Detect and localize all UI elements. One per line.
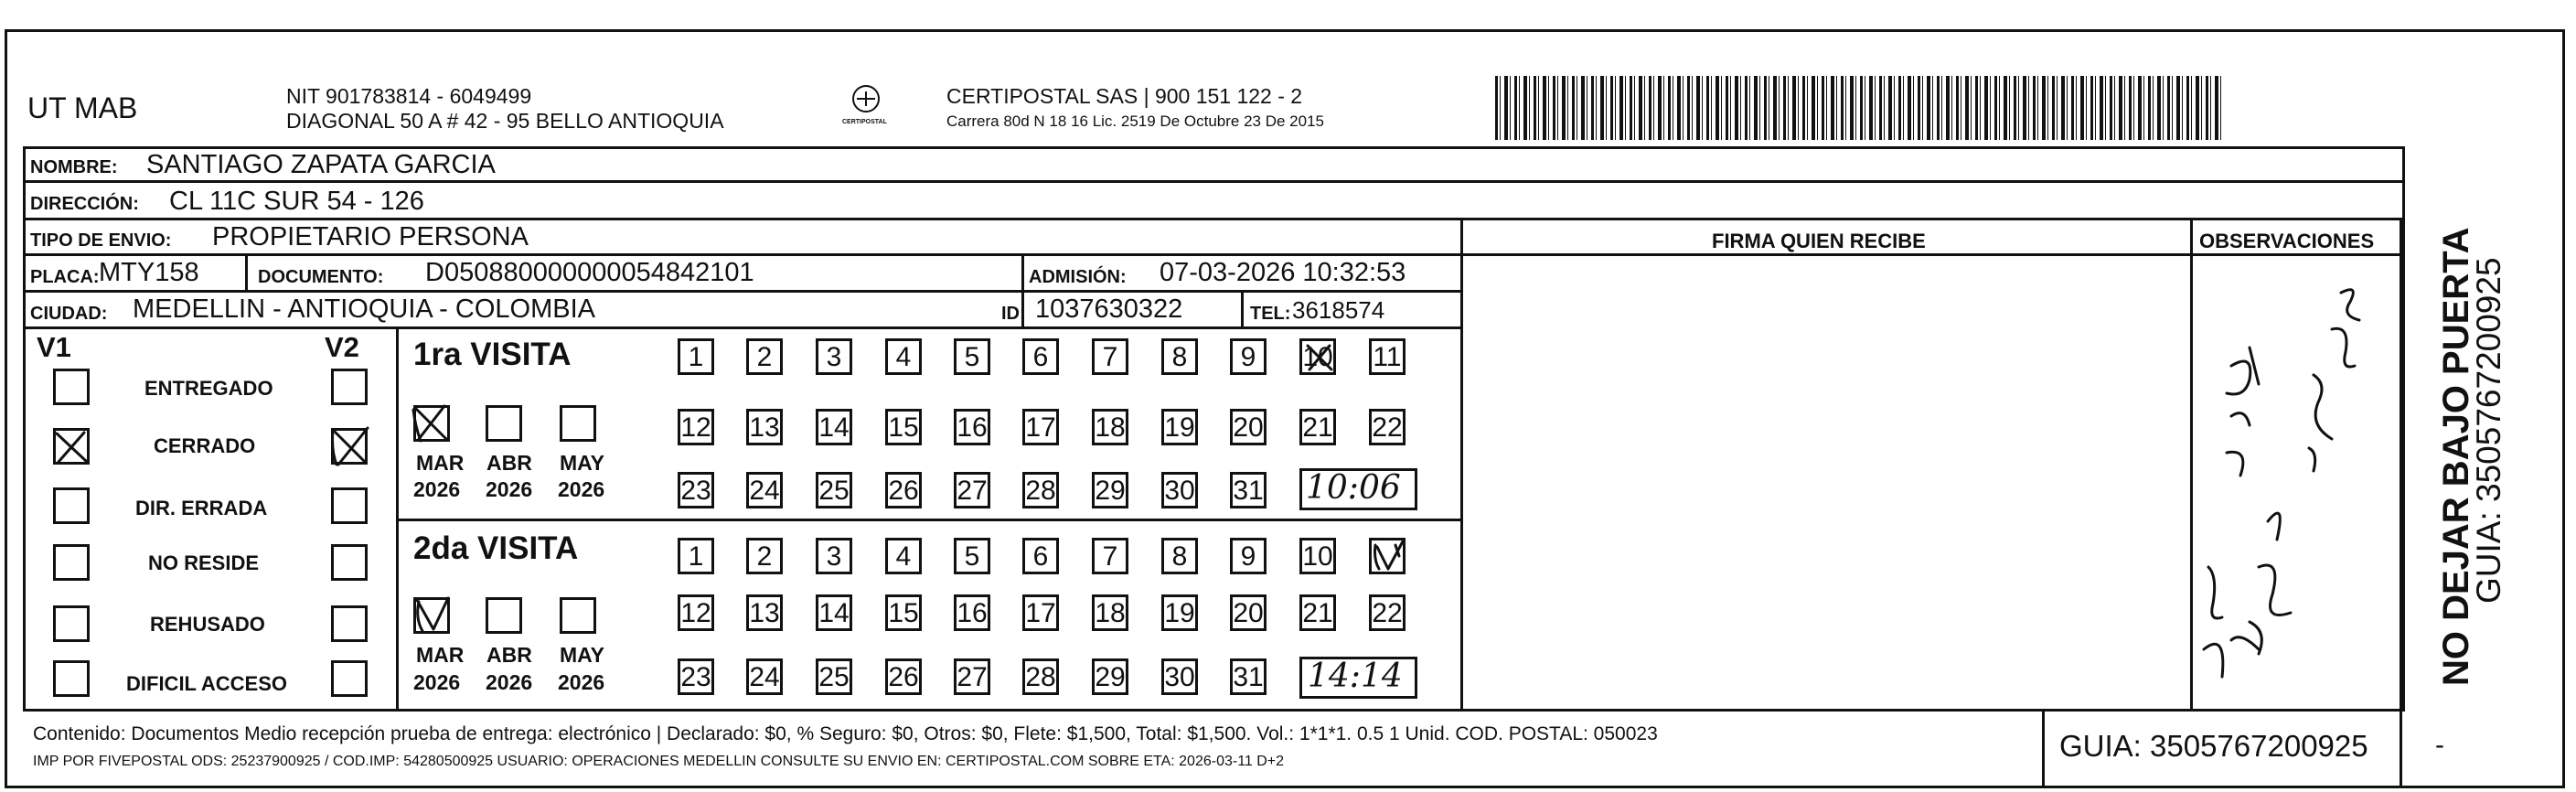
first-visit-month-mar: MAR (416, 451, 465, 475)
second-day-24[interactable]: 24 (746, 658, 783, 695)
company-logo (839, 80, 893, 132)
v2-no-reside-checkbox[interactable] (331, 544, 368, 581)
second-day-11-mark-icon (1372, 538, 1408, 574)
first-visit-year-mar: 2026 (413, 477, 461, 501)
tel-value: 3618574 (1292, 296, 1385, 324)
observaciones-header: OBSERVACIONES (2199, 230, 2375, 252)
logo-text: CERTIPOSTAL (842, 119, 887, 125)
first-day-28[interactable]: 28 (1022, 472, 1059, 508)
second-visit-month-may: MAY (560, 643, 604, 667)
first-visit-month-abr: ABR (486, 451, 532, 475)
second-day-4[interactable]: 4 (885, 538, 922, 574)
second-day-14[interactable]: 14 (816, 594, 852, 631)
v2-cerrado-mark-icon (327, 423, 371, 468)
first-day-24[interactable]: 24 (746, 472, 783, 508)
firma-header: FIRMA QUIEN RECIBE (1712, 230, 1926, 252)
second-day-23[interactable]: 23 (678, 658, 714, 695)
side-warning: NO DEJAR BAJO PUERTA (2436, 227, 2476, 686)
v2-dir-errada-checkbox[interactable] (331, 487, 368, 524)
v2-rehusado-checkbox[interactable] (331, 605, 368, 642)
second-day-18[interactable]: 18 (1092, 594, 1128, 631)
first-visit-may-checkbox[interactable] (560, 405, 596, 442)
footer-imp: IMP POR FIVEPOSTAL ODS: 25237900925 / COD.IMP: 54280500925 USUARIO: OPERACIONES MEDELLIN CONSULTE SU ENVIO EN: CERTIPOSTAL.COM SOBRE ETA: 2026-03-11 D+2 (33, 754, 1285, 769)
second-day-21[interactable]: 21 (1299, 594, 1336, 631)
footer-contenido: Contenido: Documentos Medio recepción prueba de entrega: electrónico | Declarado: $0, % Seguro: $0, Otros: $0, Flete: $1,500, Total: $1,500. Vol.: 1*1*1. 0.5 1 Unid. COD. POSTAL: 050023 (33, 723, 1658, 744)
v1-dir-errada-checkbox[interactable] (53, 487, 90, 524)
first-day-25[interactable]: 25 (816, 472, 852, 508)
second-visit-time: 14:14 (1308, 658, 1403, 695)
second-day-5[interactable]: 5 (954, 538, 990, 574)
tipo-envio-label: TIPO DE ENVIO: (30, 230, 172, 251)
first-day-19[interactable]: 19 (1161, 409, 1198, 445)
second-day-6[interactable]: 6 (1022, 538, 1059, 574)
v2-entregado-checkbox[interactable] (331, 369, 368, 405)
first-visit-year-abr: 2026 (486, 477, 533, 501)
second-day-30[interactable]: 30 (1161, 658, 1198, 695)
first-day-7[interactable]: 7 (1092, 338, 1128, 375)
v1-entregado-checkbox[interactable] (53, 369, 90, 405)
admision-label: ADMISIÓN: (1029, 267, 1127, 287)
second-day-15[interactable]: 15 (885, 594, 922, 631)
placa-label: PLACA: (30, 267, 100, 287)
second-visit-year-abr: 2026 (486, 670, 533, 694)
first-day-22[interactable]: 22 (1369, 409, 1406, 445)
status-rehusado: REHUSADO (150, 613, 265, 636)
status-cerrado: CERRADO (154, 434, 256, 457)
first-day-14[interactable]: 14 (816, 409, 852, 445)
second-day-9[interactable]: 9 (1230, 538, 1267, 574)
status-dir-errada: DIR. ERRADA (135, 497, 268, 519)
first-day-31[interactable]: 31 (1230, 472, 1267, 508)
tipo-envio-value: PROPIETARIO PERSONA (212, 222, 529, 252)
second-day-10[interactable]: 10 (1299, 538, 1336, 574)
id-label: ID: (1001, 304, 1026, 324)
first-day-13[interactable]: 13 (746, 409, 783, 445)
v2-dificil-acceso-checkbox[interactable] (331, 660, 368, 697)
second-visit-abr-checkbox[interactable] (486, 597, 522, 634)
first-day-21[interactable]: 21 (1299, 409, 1336, 445)
second-day-31[interactable]: 31 (1230, 658, 1267, 695)
second-day-19[interactable]: 19 (1161, 594, 1198, 631)
footer-guia: GUIA: 3505767200925 (2059, 729, 2368, 763)
second-visit-month-mar: MAR (416, 643, 465, 667)
first-visit-time: 10:06 (1306, 469, 1401, 507)
sender-nit: NIT 901783814 - 6049499 (286, 84, 532, 108)
ciudad-value: MEDELLIN - ANTIOQUIA - COLOMBIA (133, 294, 595, 324)
first-day-18[interactable]: 18 (1092, 409, 1128, 445)
v2-header: V2 (325, 331, 359, 363)
first-day-27[interactable]: 27 (954, 472, 990, 508)
first-day-17[interactable]: 17 (1022, 409, 1059, 445)
first-day-4[interactable]: 4 (885, 338, 922, 375)
first-day-5[interactable]: 5 (954, 338, 990, 375)
placa-value: MTY158 (99, 258, 199, 287)
observaciones-handwriting-icon (2195, 265, 2396, 695)
nombre-label: NOMBRE: (30, 157, 118, 177)
first-day-15[interactable]: 15 (885, 409, 922, 445)
direccion-label: DIRECCIÓN: (30, 194, 139, 214)
id-value: 1037630322 (1035, 294, 1183, 324)
company-license: Carrera 80d N 18 16 Lic. 2519 De Octubre 23 De 2015 (946, 112, 1324, 130)
second-day-17[interactable]: 17 (1022, 594, 1059, 631)
first-day-8[interactable]: 8 (1161, 338, 1198, 375)
company-name: CERTIPOSTAL SAS | 900 151 122 - 2 (946, 84, 1303, 108)
status-no-reside: NO RESIDE (148, 551, 260, 574)
sender-address: DIAGONAL 50 A # 42 - 95 BELLO ANTIOQUIA (286, 109, 724, 133)
second-visit-title: 2da VISITA (413, 530, 579, 566)
first-visit-year-may: 2026 (558, 477, 605, 501)
second-visit-may-checkbox[interactable] (560, 597, 596, 634)
first-day-26[interactable]: 26 (885, 472, 922, 508)
first-day-12[interactable]: 12 (678, 409, 714, 445)
tel-label: TEL: (1250, 304, 1291, 324)
first-day-16[interactable]: 16 (954, 409, 990, 445)
first-visit-abr-checkbox[interactable] (486, 405, 522, 442)
first-day-9[interactable]: 9 (1230, 338, 1267, 375)
first-day-10[interactable]: 10 (1299, 338, 1336, 375)
admision-value: 07-03-2026 10:32:53 (1160, 258, 1406, 287)
second-day-27[interactable]: 27 (954, 658, 990, 695)
status-entregado: ENTREGADO (144, 377, 273, 400)
first-day-1[interactable]: 1 (678, 338, 714, 375)
second-visit-year-mar: 2026 (413, 670, 461, 694)
second-day-12[interactable]: 12 (678, 594, 714, 631)
second-visit-mar-mark-icon (412, 593, 455, 637)
side-guia: GUIA: 3505767200925 (2470, 257, 2507, 604)
first-day-20[interactable]: 20 (1230, 409, 1267, 445)
first-visit-title: 1ra VISITA (413, 337, 572, 372)
documento-label: DOCUMENTO: (258, 267, 384, 287)
sender-name: UT MAB (27, 91, 138, 124)
footer-dash: - (2435, 730, 2444, 760)
first-visit-month-may: MAY (560, 451, 604, 475)
second-day-28[interactable]: 28 (1022, 658, 1059, 695)
barcode (1495, 76, 2222, 140)
first-day-6[interactable]: 6 (1022, 338, 1059, 375)
first-day-29[interactable]: 29 (1092, 472, 1128, 508)
ciudad-label: CIUDAD: (30, 304, 108, 324)
second-day-3[interactable]: 3 (816, 538, 852, 574)
second-day-16[interactable]: 16 (954, 594, 990, 631)
v1-cerrado-mark-icon (53, 428, 90, 465)
v1-dificil-acceso-checkbox[interactable] (53, 660, 90, 697)
direccion-value: CL 11C SUR 54 - 126 (169, 187, 424, 216)
first-day-23[interactable]: 23 (678, 472, 714, 508)
nombre-value: SANTIAGO ZAPATA GARCIA (146, 150, 496, 179)
documento-value: D050880000000054842101 (425, 258, 754, 287)
first-visit-mar-mark-icon (410, 402, 454, 444)
second-day-25[interactable]: 25 (816, 658, 852, 695)
second-day-20[interactable]: 20 (1230, 594, 1267, 631)
second-day-13[interactable]: 13 (746, 594, 783, 631)
second-day-22[interactable]: 22 (1369, 594, 1406, 631)
second-visit-month-abr: ABR (486, 643, 532, 667)
second-visit-year-may: 2026 (558, 670, 605, 694)
second-day-2[interactable]: 2 (746, 538, 783, 574)
first-day-2[interactable]: 2 (746, 338, 783, 375)
second-day-26[interactable]: 26 (885, 658, 922, 695)
v1-header: V1 (37, 331, 71, 363)
v1-rehusado-checkbox[interactable] (53, 605, 90, 642)
first-day-10-mark-icon (1302, 340, 1339, 375)
first-day-30[interactable]: 30 (1161, 472, 1198, 508)
v1-no-reside-checkbox[interactable] (53, 544, 90, 581)
first-day-3[interactable]: 3 (816, 338, 852, 375)
second-day-8[interactable]: 8 (1161, 538, 1198, 574)
second-day-29[interactable]: 29 (1092, 658, 1128, 695)
first-day-11[interactable]: 11 (1369, 338, 1406, 375)
second-day-7[interactable]: 7 (1092, 538, 1128, 574)
status-dificil-acceso: DIFICIL ACCESO (126, 672, 288, 695)
second-day-1[interactable]: 1 (678, 538, 714, 574)
